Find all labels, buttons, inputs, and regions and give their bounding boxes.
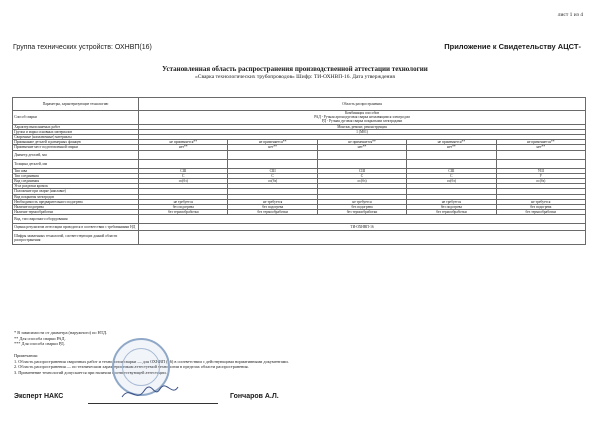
table-row	[13, 159, 586, 168]
value-cell: СШ	[228, 168, 317, 173]
title-line-1: Установленная область распространения производственной аттестации технологии	[162, 65, 428, 73]
sheet-number: лист 1 из 4	[557, 12, 583, 18]
value-cell	[228, 159, 317, 168]
value-cell: не применяется**	[317, 140, 406, 145]
value-cell: ос(бз)	[228, 179, 317, 184]
value-cell: без подогрева	[139, 205, 228, 210]
signature-line	[88, 403, 218, 404]
value-cell	[139, 159, 228, 168]
range-cell	[139, 215, 586, 224]
handwritten-signature	[120, 383, 180, 403]
value-cell: С	[228, 173, 317, 178]
value-cell: ос(бз)	[317, 179, 406, 184]
value-cell: С	[317, 173, 406, 178]
equipment-group: Группа технических устройств: ОХНВП(16)	[13, 44, 152, 51]
param-cell: Примыкание деталей и размерных фланцев	[13, 140, 139, 145]
value-cell: С	[139, 173, 228, 178]
table-header-row	[13, 98, 586, 111]
value-cell: без термообработки	[139, 210, 228, 215]
value-cell: без подогрева	[228, 205, 317, 210]
param-cell: Характер выполняемых работ	[13, 124, 139, 129]
footnotes	[14, 330, 107, 347]
param-cell: Вид соединения	[13, 179, 139, 184]
param-cell: Диаметр деталей, мм	[13, 150, 139, 159]
value-cell: не требуется	[228, 199, 317, 204]
value-cell: СШ	[317, 168, 406, 173]
value-cell: СШ	[407, 168, 496, 173]
value-cell: не применяется**	[407, 140, 496, 145]
footnote: * В зависимости от диаметра (наружного) по НТД.	[14, 330, 108, 335]
range-cell: Комбинация способов РАД - Ручная аргонодуговая сварка неплавящимся электродом РД - Ручная дуговая сварка покрытыми электродами	[139, 111, 586, 125]
value-cell: не применяется**	[228, 140, 317, 145]
value-cell	[228, 150, 317, 159]
param-cell: Группа и марка основных материалов	[13, 129, 139, 134]
param-cell: Толщина деталей, мм	[13, 159, 139, 168]
attestation-table	[12, 97, 586, 245]
value-cell	[317, 150, 406, 159]
param-cell: Тип соединения	[13, 173, 139, 178]
range-cell: ТИ-ОХНВП-16	[139, 224, 586, 231]
notes	[14, 353, 584, 375]
value-cell: не применяется**	[139, 140, 228, 145]
value-cell	[407, 150, 496, 159]
param-cell: Шифры заявленных технологий, соответствующих данной области распространения	[13, 231, 139, 245]
param-cell: Положение при сварке (наплавке)	[13, 189, 139, 194]
param-cell: Применение мест подготовленной сварки	[13, 145, 139, 150]
notes-title: Примечания:	[14, 353, 38, 358]
value-cell: без подогрева	[317, 205, 406, 210]
param-cell: Вид, тип сварочного оборудования	[13, 215, 139, 224]
value-cell: нет**	[407, 145, 496, 150]
value-cell: не требуется	[317, 199, 406, 204]
note-item: 2. Область распространения — по техническим характеристикам аттестуемой технологии в пределах области распространения.	[14, 364, 249, 370]
footnote: ** Для способа сварки РАД.	[14, 335, 66, 341]
table-header-cell: Область распространения	[139, 98, 586, 111]
value-cell: СШ	[139, 168, 228, 173]
table-header-cell: Параметры, характеризующие технологию	[13, 98, 139, 111]
value-cell	[317, 159, 406, 168]
value-cell: не применяется**	[496, 140, 585, 145]
value-cell: без термообработки	[317, 210, 406, 215]
value-cell: ос(бз)	[139, 179, 228, 184]
value-cell: без термообработки	[407, 210, 496, 215]
value-cell: без подогрева	[496, 205, 585, 210]
expert-name: Гончаров А.Л.	[230, 393, 279, 400]
param-cell: Тип шва	[13, 168, 139, 173]
footnote: *** Для способа сварки РД.	[14, 341, 65, 347]
table-row	[13, 224, 586, 231]
param-cell: Наличие подогрева	[13, 205, 139, 210]
value-cell: нет**	[139, 145, 228, 150]
param-cell: Способ сварки	[13, 111, 139, 125]
value-cell: ос(бз)	[407, 179, 496, 184]
note-item: 1. Область распространения сварочных работ и технологии сварки — для ОХНВП (16) в соответствии с действующими нормативными документами.	[14, 358, 289, 364]
value-cell	[496, 150, 585, 159]
value-cell: нет**	[496, 145, 585, 150]
range-cell: 1 (М01)	[139, 129, 586, 134]
param-cell: Вид покрытия электродов	[13, 194, 139, 199]
value-cell	[139, 150, 228, 159]
document-title	[60, 65, 530, 81]
value-cell: УШ	[496, 168, 585, 173]
param-cell: Необходимость предварительного подогрева	[13, 199, 139, 204]
range-cell: Монтаж, ремонт, реконструкция	[139, 124, 586, 129]
value-cell	[407, 159, 496, 168]
value-cell: ос(бз)	[496, 179, 585, 184]
table-row	[13, 150, 586, 159]
value-cell	[496, 159, 585, 168]
table-row	[13, 231, 586, 245]
table-row	[13, 111, 586, 125]
value-cell: не требуется	[407, 199, 496, 204]
expert-label: Эксперт НАКС	[14, 393, 64, 400]
value-cell: без термообработки	[228, 210, 317, 215]
param-cell: Наличие термообработки	[13, 210, 139, 215]
value-cell: без термообработки	[496, 210, 585, 215]
value-cell: без подогрева	[407, 205, 496, 210]
table-row	[13, 215, 586, 224]
annex-title: Приложение к Свидетельству АЦСТ-	[444, 42, 581, 51]
value-cell: нет**	[228, 145, 317, 150]
stamp-inner-ring	[122, 348, 160, 386]
value-cell: нет**	[317, 145, 406, 150]
value-cell: У	[496, 173, 585, 178]
range-cell	[139, 231, 586, 245]
value-cell: С	[407, 173, 496, 178]
value-cell: не требуется	[496, 199, 585, 204]
note-item: 3. Применение технологий допускается при наличии соответствующей аттестации.	[14, 369, 167, 375]
param-cell: Сварочные (наплавочные) материалы	[13, 135, 139, 140]
title-line-2: «Сварка технологических трубопроводов» Шифр: ТИ-ОХНВП-16. Дата утверждения	[195, 74, 395, 80]
value-cell: не требуется	[139, 199, 228, 204]
param-cell: Оценка результатов аттестации проводится в соответствии с требованиями НД	[13, 224, 139, 231]
param-cell: Угол разделки кромок	[13, 184, 139, 189]
